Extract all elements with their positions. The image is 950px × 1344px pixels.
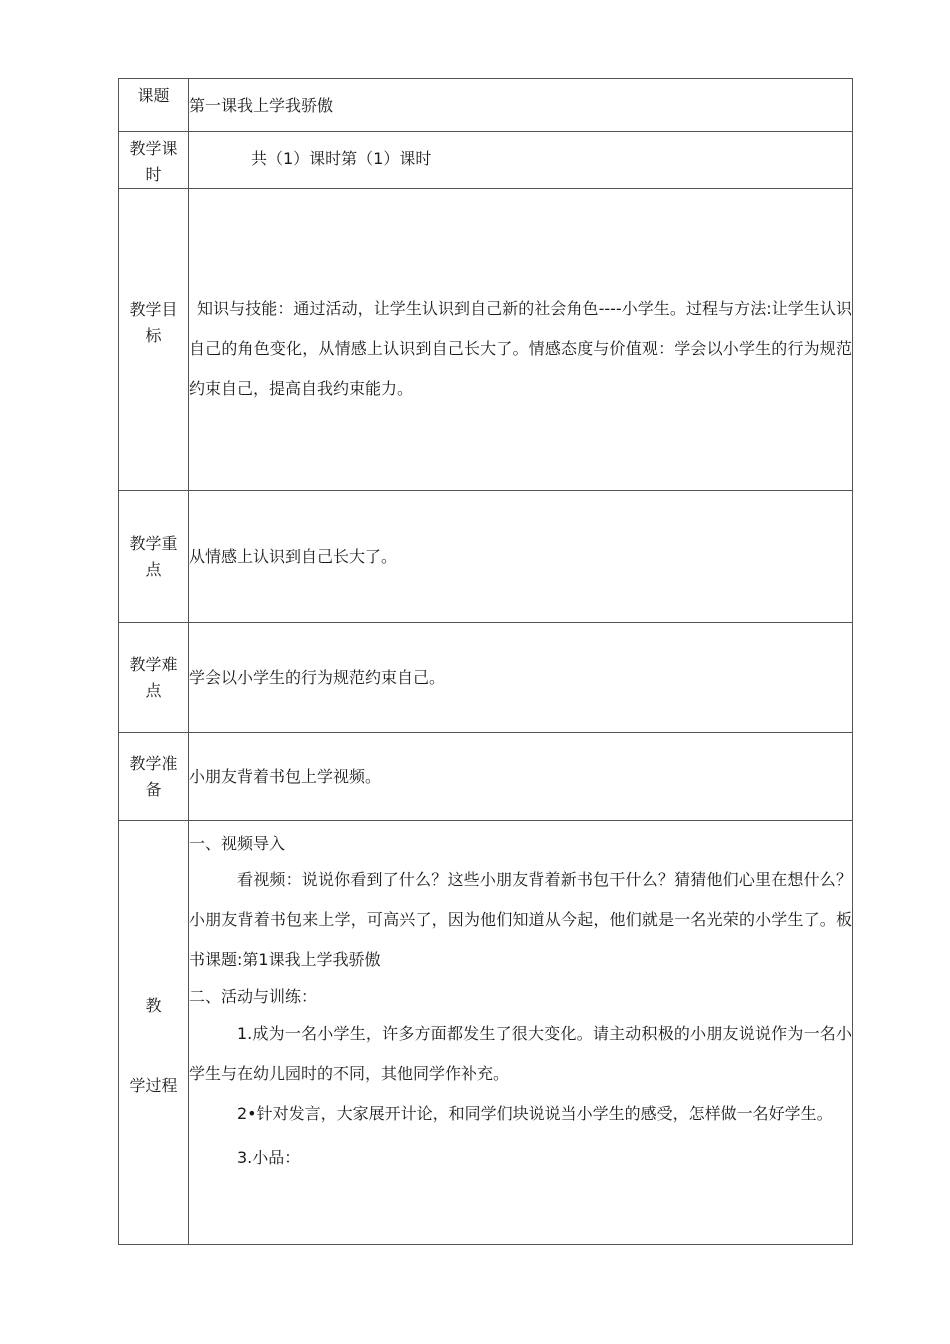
row-difficulty xyxy=(119,623,853,733)
goals-value: 知识与技能：通过活动，让学生认识到自己新的社会角色----小学生。过程与方法:让学生认识自己的角色变化，从情感上认识到自己长大了。情感态度与价值观：学会以小学生的行为规范约束自己，提高自我约束能力。 xyxy=(189,299,852,398)
cell-topic xyxy=(189,79,853,132)
difficulty-value: 学会以小学生的行为规范约束自己。 xyxy=(189,667,446,687)
label-difficulty-line2: 点 xyxy=(145,680,162,700)
label-process-line1: 教 xyxy=(145,996,162,1015)
process-section-1: 一、视频导入 xyxy=(189,834,286,853)
row-key-point xyxy=(119,491,853,623)
row-process xyxy=(119,821,853,1245)
process-paragraph-1: 看视频：说说你看到了什么？这些小朋友背着新书包干什么？猜猜他们心里在想什么？小朋友背着书包来上学，可高兴了，因为他们知道从今起，他们就是一名光荣的小学生了。板书课题:第1课我上学我骄傲 xyxy=(189,870,852,969)
label-goals-line1: 教学目 xyxy=(129,299,178,319)
label-topic-text: 课题 xyxy=(137,86,170,105)
label-hours-line1: 教学课 xyxy=(129,139,178,158)
cell-key-point xyxy=(189,491,853,623)
process-item-2: 2•针对发言，大家展开计论，和同学们块说说当小学生的感受，怎样做一名好学生。 xyxy=(237,1104,833,1123)
key-point-value: 从情感上认识到自己长大了。 xyxy=(189,546,398,566)
label-preparation-line2: 备 xyxy=(145,779,162,799)
label-key-point-line1: 教学重 xyxy=(129,533,178,553)
cell-process xyxy=(189,821,853,1245)
label-difficulty-line1: 教学难 xyxy=(129,654,178,674)
label-difficulty xyxy=(119,623,189,733)
label-key-point-line2: 点 xyxy=(145,559,162,579)
label-process xyxy=(119,821,189,1245)
process-section-2: 二、活动与训练： xyxy=(189,987,318,1006)
label-goals-line2: 标 xyxy=(145,325,162,345)
preparation-value: 小朋友背着书包上学视频。 xyxy=(189,766,382,786)
label-hours xyxy=(119,132,189,189)
cell-goals xyxy=(189,189,853,491)
row-preparation xyxy=(119,733,853,821)
cell-preparation xyxy=(189,733,853,821)
process-item-3: 3.小品： xyxy=(237,1148,301,1167)
process-body xyxy=(189,821,852,1178)
hours-value: 共（1）课时第（1）课时 xyxy=(251,149,432,168)
label-hours-line2: 时 xyxy=(145,165,162,184)
label-process-line2: 学过程 xyxy=(129,1076,178,1095)
topic-value: 第一课我上学我骄傲 xyxy=(189,96,334,115)
label-preparation xyxy=(119,733,189,821)
label-topic xyxy=(119,79,189,132)
row-goals xyxy=(119,189,853,491)
label-goals xyxy=(119,189,189,491)
cell-difficulty xyxy=(189,623,853,733)
row-hours xyxy=(119,132,853,189)
label-key-point xyxy=(119,491,189,623)
label-preparation-line1: 教学准 xyxy=(129,753,178,773)
cell-hours xyxy=(189,132,853,189)
lesson-plan-table xyxy=(118,78,853,1245)
process-item-1: 1.成为一名小学生，许多方面都发生了很大变化。请主动积极的小朋友说说作为一名小学生与在幼儿园时的不同，其他同学作补充。 xyxy=(189,1024,852,1083)
row-topic xyxy=(119,79,853,132)
